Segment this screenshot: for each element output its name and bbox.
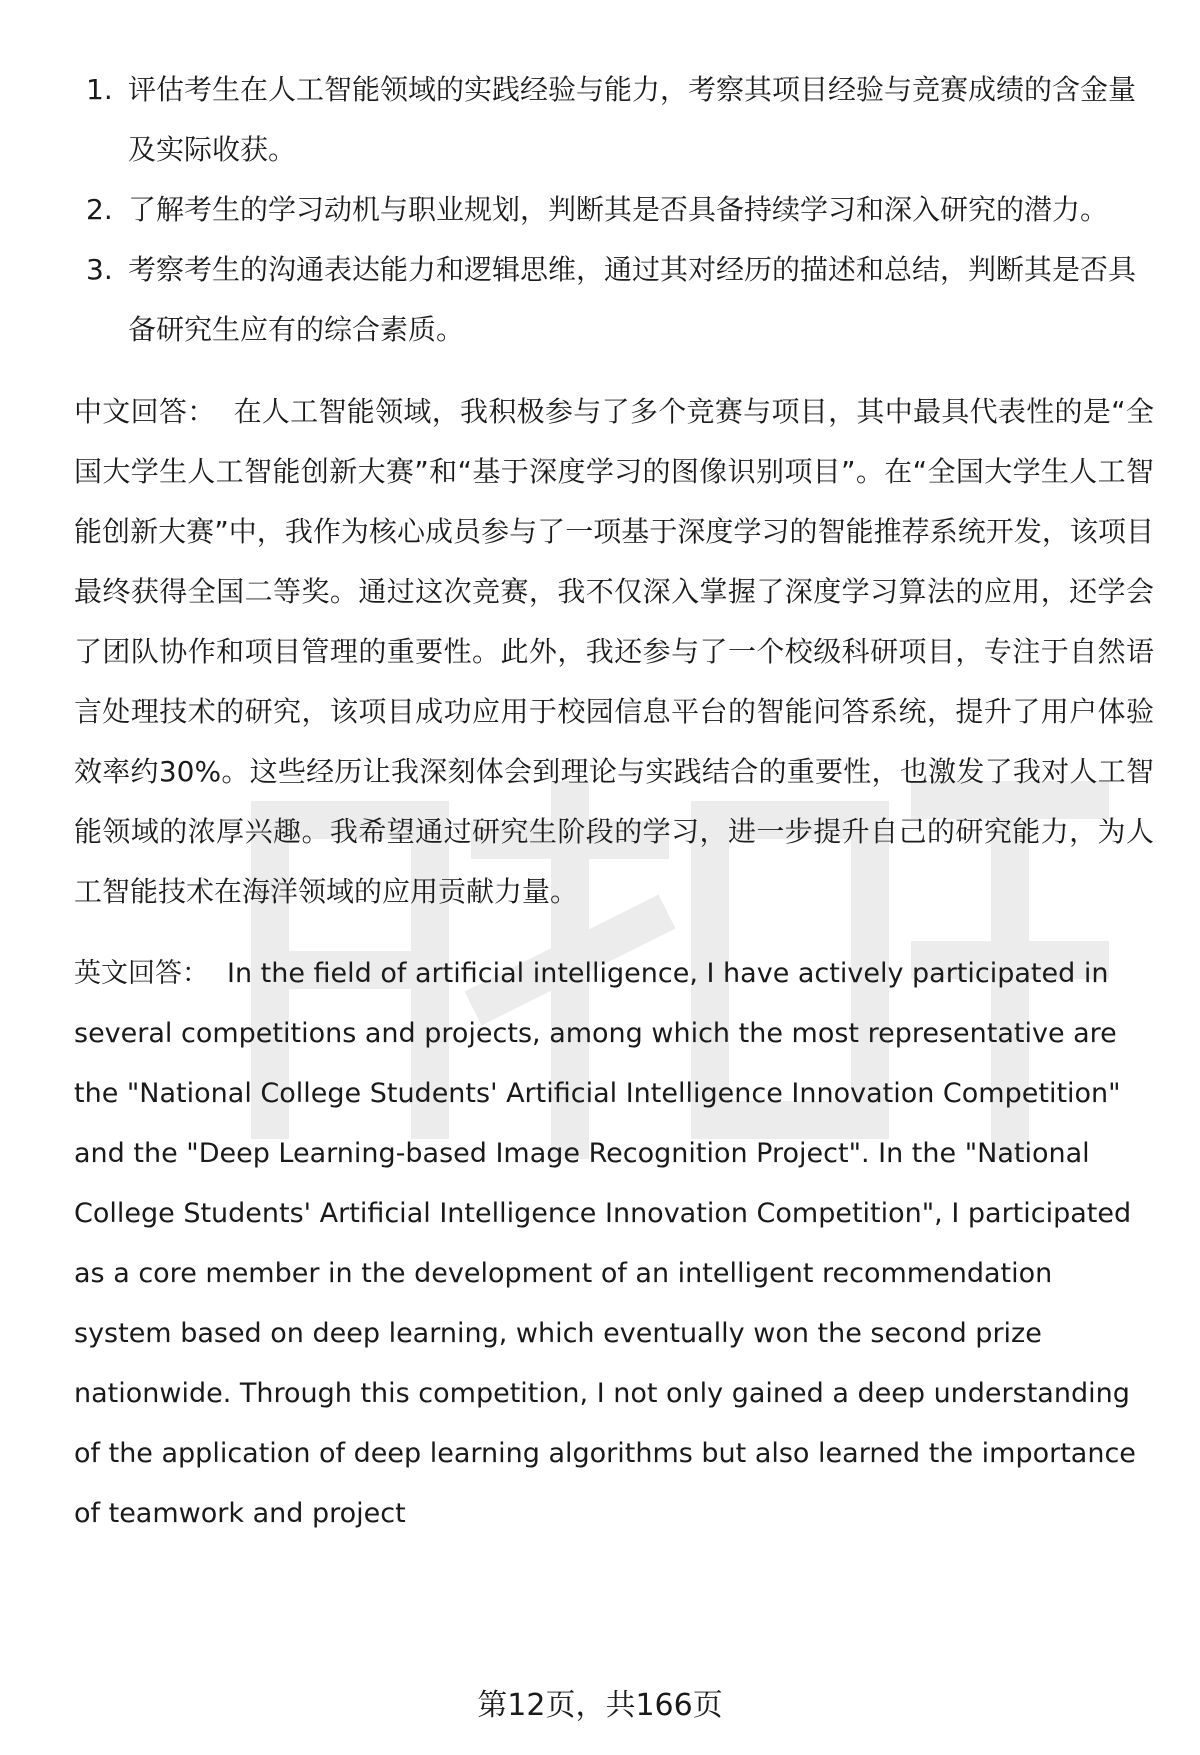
list-item-text: 考察考生的沟通表达能力和逻辑思维，通过其对经历的描述和总结，判断其是否具备研究生应有的综合素质。	[128, 253, 1137, 346]
list-item	[74, 60, 1154, 180]
english-answer-paragraph	[74, 944, 1154, 1544]
list-item-text: 了解考生的学习动机与职业规划，判断其是否具备持续学习和深入研究的潜力。	[128, 193, 1109, 226]
list-item	[74, 240, 1154, 360]
list-item	[74, 180, 1154, 240]
list-item-text: 评估考生在人工智能领域的实践经验与能力，考察其项目经验与竞赛成绩的含金量及实际收获。	[128, 73, 1137, 166]
document-body	[74, 60, 1154, 1544]
chinese-answer-paragraph	[74, 382, 1154, 922]
english-answer-text: In the field of artificial intelligence, I have actively participated in several competitions and projects, among which the most representative are the "National College Students' Artificial Intelligence Innovation Competition" and the "Deep Learning-based Image Recognition Project". In the "National College Students' Artificial Intelligence Innovation Competition", I participated as a core member in the development of an intelligent recommendation system based on deep learning, which eventually won the second prize nationwide. Through this competition, I not only gained a deep understanding of the application of deep learning algorithms but also learned the importance of teamwork and project	[74, 958, 1136, 1529]
list-item-number: 3.	[86, 253, 113, 286]
list-item-number: 2.	[86, 193, 113, 226]
objectives-list	[74, 60, 1154, 360]
chinese-answer-label: 中文回答：	[74, 395, 216, 428]
english-answer-label: 英文回答：	[74, 958, 209, 989]
page-number-footer: 第12页，共166页	[477, 1688, 723, 1723]
chinese-answer-text: 在人工智能领域，我积极参与了多个竞赛与项目，其中最具代表性的是“全国大学生人工智能创新大赛”和“基于深度学习的图像识别项目”。在“全国大学生人工智能创新大赛”中，我作为核心成员参与了一项基于深度学习的智能推荐系统开发，该项目最终获得全国二等奖。通过这次竞赛，我不仅深入掌握了深度学习算法的应用，还学会了团队协作和项目管理的重要性。此外，我还参与了一个校级科研项目，专注于自然语言处理技术的研究，该项目成功应用于校园信息平台的智能问答系统，提升了用户体验效率约30%。这些经历让我深刻体会到理论与实践结合的重要性，也激发了我对人工智能领域的浓厚兴趣。我希望通过研究生阶段的学习，进一步提升自己的研究能力，为人工智能技术在海洋领域的应用贡献力量。	[74, 395, 1154, 908]
list-item-number: 1.	[86, 73, 113, 106]
